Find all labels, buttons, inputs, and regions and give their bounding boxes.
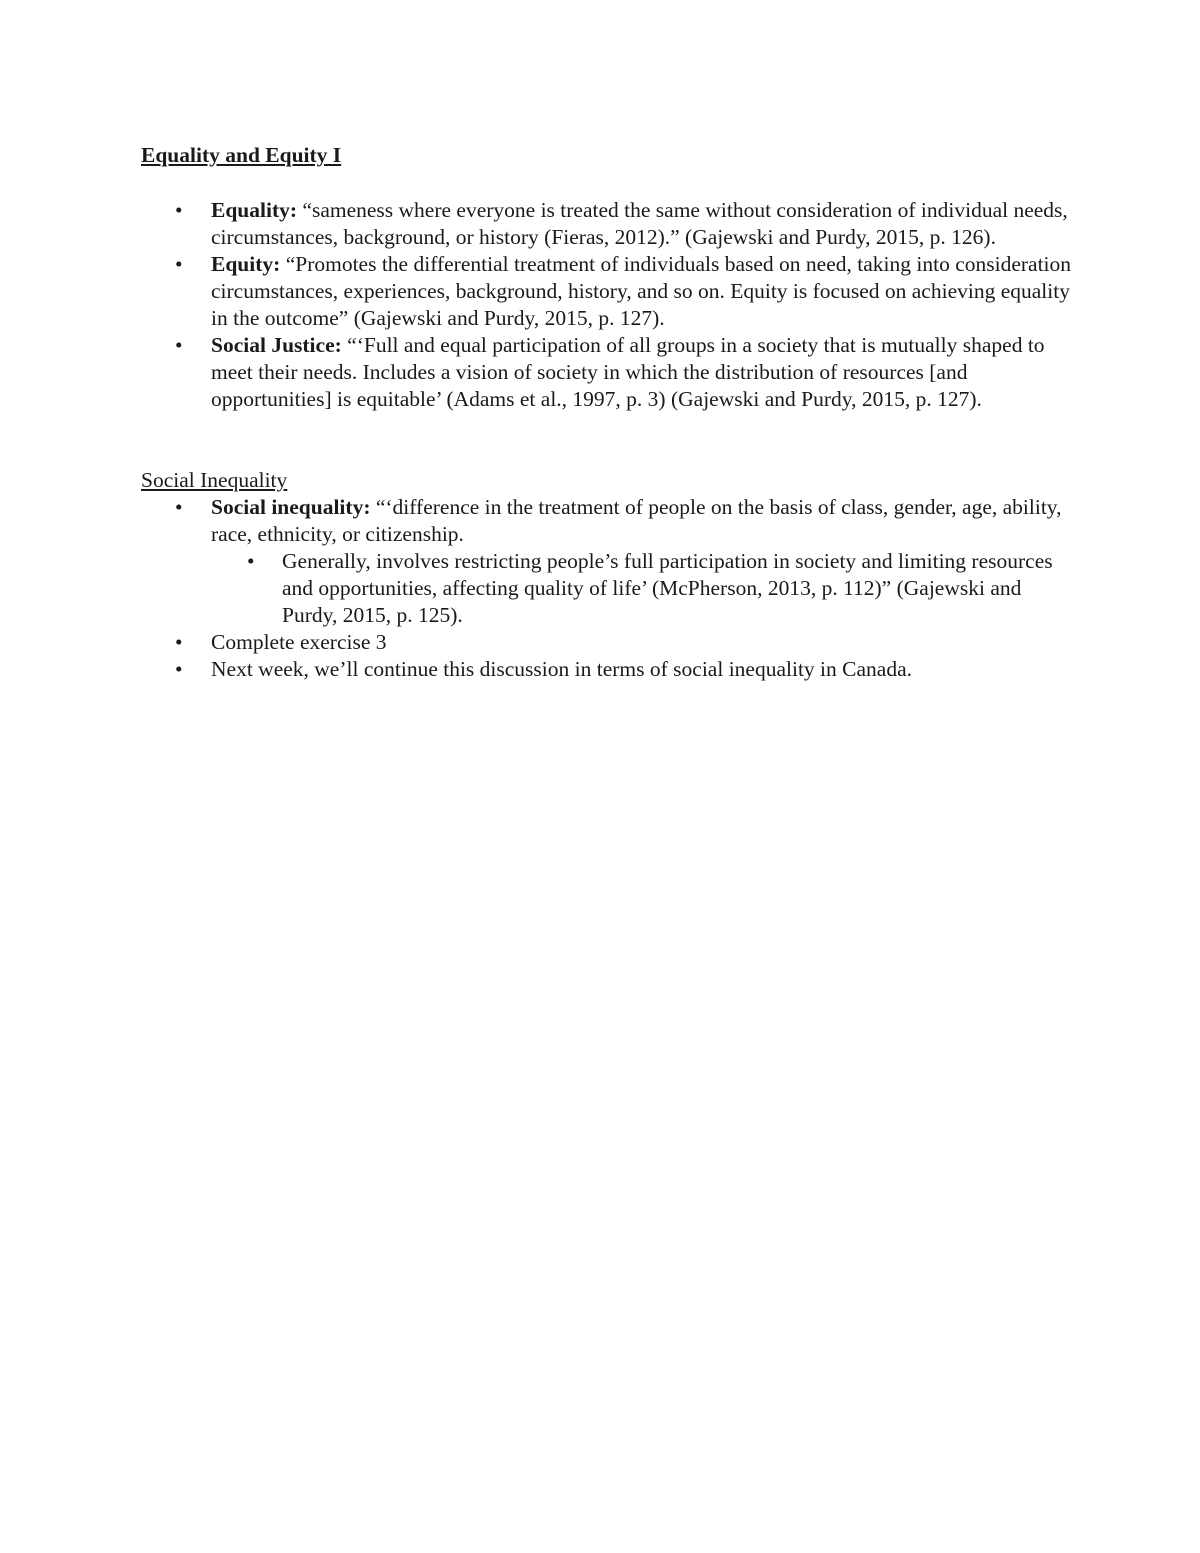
- section-heading-equality-equity: Equality and Equity I: [141, 143, 342, 167]
- definitions-list: [141, 197, 1081, 413]
- definition-social-justice: “‘Full and equal participation of all groups in a society that is mutually shaped to meet their needs. Includes a vision of society in which the distribution of resources [and opportunities] is equitable’ (Adams et al., 1997, p. 3) (Gajewski and Purdy, 2015, p. 127).: [211, 333, 1045, 411]
- document-page: [141, 142, 1081, 683]
- social-inequality-list: [141, 494, 1081, 683]
- list-item-exercise: [141, 629, 1081, 656]
- bullet: •: [247, 549, 255, 573]
- bullet: •: [175, 495, 183, 519]
- term-equity: Equity:: [211, 252, 281, 276]
- list-item-next-week: [141, 656, 1081, 683]
- bullet: •: [175, 630, 183, 654]
- bullet: •: [175, 252, 183, 276]
- sub-list-item: [211, 548, 1081, 629]
- next-week-text: Next week, we’ll continue this discussion in terms of social inequality in Canada.: [211, 657, 912, 681]
- sub-list: [211, 548, 1081, 629]
- list-item-equity: [141, 251, 1081, 332]
- bullet: •: [175, 333, 183, 357]
- list-item-equality: [141, 197, 1081, 251]
- list-item-social-inequality: [141, 494, 1081, 629]
- bullet: •: [175, 198, 183, 222]
- term-social-justice: Social Justice:: [211, 333, 342, 357]
- section-heading-social-inequality: Social Inequality: [141, 468, 288, 492]
- definition-social-inequality: “‘difference in the treatment of people on the basis of class, gender, age, ability, race, ethnicity, or citizenship.: [211, 495, 1062, 546]
- definition-equality: “sameness where everyone is treated the same without consideration of individual needs, circumstances, background, or history (Fieras, 2012).” (Gajewski and Purdy, 2015, p. 126).: [211, 198, 1068, 249]
- term-equality: Equality:: [211, 198, 298, 222]
- sub-item-text: Generally, involves restricting people’s full participation in society and limiting resources and opportunities, affecting quality of life’ (McPherson, 2013, p. 112)” (Gajewski and Purdy, 2015, p. 125).: [282, 549, 1053, 627]
- list-item-social-justice: [141, 332, 1081, 413]
- bullet: •: [175, 657, 183, 681]
- term-social-inequality: Social inequality:: [211, 495, 371, 519]
- definition-equity: “Promotes the differential treatment of individuals based on need, taking into consideration circumstances, experiences, background, history, and so on. Equity is focused on achieving equality in the outcome” (Gajewski and Purdy, 2015, p. 127).: [211, 252, 1072, 330]
- exercise-text: Complete exercise 3: [211, 630, 387, 654]
